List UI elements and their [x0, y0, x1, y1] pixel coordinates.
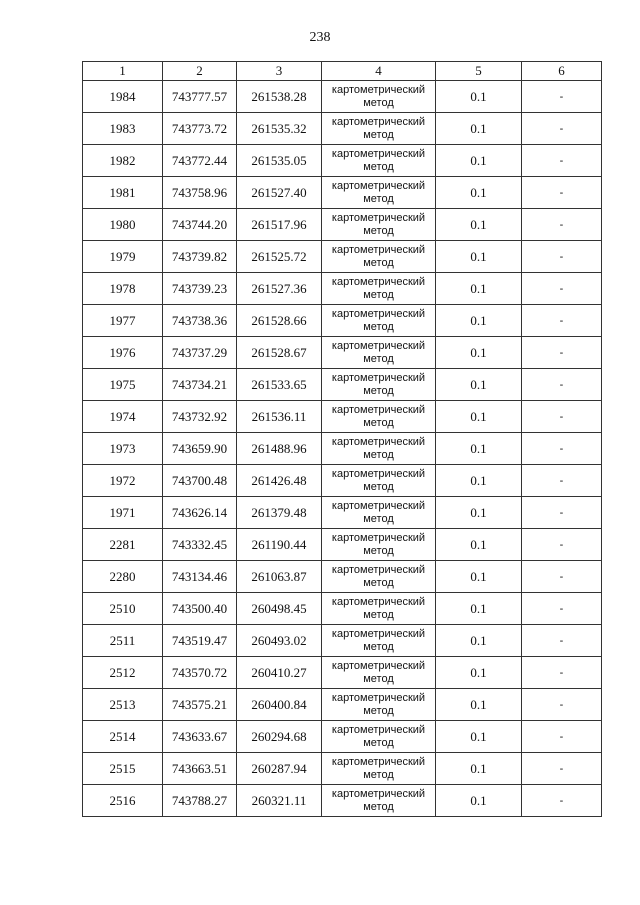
y-coordinate-cell: 260294.68: [237, 721, 322, 753]
error-cell: 0.1: [436, 113, 522, 145]
point-number-cell: 2511: [83, 625, 163, 657]
point-number-cell: 2510: [83, 593, 163, 625]
y-coordinate-cell: 260400.84: [237, 689, 322, 721]
column-header: 4: [322, 62, 436, 81]
note-cell: -: [522, 721, 602, 753]
table-row: [83, 753, 602, 785]
note-cell: -: [522, 305, 602, 337]
method-cell: картометрический метод: [322, 113, 436, 145]
method-cell: картометрический метод: [322, 593, 436, 625]
error-cell: 0.1: [436, 625, 522, 657]
coordinates-table: [82, 61, 602, 817]
x-coordinate-cell: 743575.21: [163, 689, 237, 721]
table-row: [83, 497, 602, 529]
x-coordinate-cell: 743744.20: [163, 209, 237, 241]
column-header: 1: [83, 62, 163, 81]
note-cell: -: [522, 81, 602, 113]
x-coordinate-cell: 743134.46: [163, 561, 237, 593]
y-coordinate-cell: 260321.11: [237, 785, 322, 817]
note-cell: -: [522, 753, 602, 785]
note-cell: -: [522, 433, 602, 465]
table-row: [83, 593, 602, 625]
x-coordinate-cell: 743732.92: [163, 401, 237, 433]
y-coordinate-cell: 260493.02: [237, 625, 322, 657]
point-number-cell: 1981: [83, 177, 163, 209]
point-number-cell: 2514: [83, 721, 163, 753]
method-cell: картометрический метод: [322, 561, 436, 593]
note-cell: -: [522, 497, 602, 529]
x-coordinate-cell: 743570.72: [163, 657, 237, 689]
error-cell: 0.1: [436, 81, 522, 113]
error-cell: 0.1: [436, 177, 522, 209]
y-coordinate-cell: 261525.72: [237, 241, 322, 273]
table-row: [83, 465, 602, 497]
error-cell: 0.1: [436, 465, 522, 497]
note-cell: -: [522, 785, 602, 817]
point-number-cell: 1975: [83, 369, 163, 401]
x-coordinate-cell: 743777.57: [163, 81, 237, 113]
note-cell: -: [522, 113, 602, 145]
x-coordinate-cell: 743758.96: [163, 177, 237, 209]
note-cell: -: [522, 401, 602, 433]
method-cell: картометрический метод: [322, 753, 436, 785]
note-cell: -: [522, 529, 602, 561]
point-number-cell: 2513: [83, 689, 163, 721]
x-coordinate-cell: 743739.82: [163, 241, 237, 273]
table-row: [83, 369, 602, 401]
method-cell: картометрический метод: [322, 721, 436, 753]
point-number-cell: 2280: [83, 561, 163, 593]
error-cell: 0.1: [436, 305, 522, 337]
error-cell: 0.1: [436, 561, 522, 593]
method-cell: картометрический метод: [322, 305, 436, 337]
point-number-cell: 1984: [83, 81, 163, 113]
table-row: [83, 305, 602, 337]
note-cell: -: [522, 337, 602, 369]
method-cell: картометрический метод: [322, 433, 436, 465]
method-cell: картометрический метод: [322, 337, 436, 369]
x-coordinate-cell: 743738.36: [163, 305, 237, 337]
note-cell: -: [522, 177, 602, 209]
point-number-cell: 1972: [83, 465, 163, 497]
y-coordinate-cell: 261528.67: [237, 337, 322, 369]
method-cell: картометрический метод: [322, 401, 436, 433]
method-cell: картометрический метод: [322, 785, 436, 817]
column-header: 5: [436, 62, 522, 81]
table-row: [83, 657, 602, 689]
table-row: [83, 721, 602, 753]
point-number-cell: 1974: [83, 401, 163, 433]
table-row: [83, 401, 602, 433]
error-cell: 0.1: [436, 785, 522, 817]
note-cell: -: [522, 145, 602, 177]
error-cell: 0.1: [436, 529, 522, 561]
method-cell: картометрический метод: [322, 625, 436, 657]
error-cell: 0.1: [436, 145, 522, 177]
note-cell: -: [522, 241, 602, 273]
table-row: [83, 145, 602, 177]
x-coordinate-cell: 743663.51: [163, 753, 237, 785]
table-row: [83, 113, 602, 145]
y-coordinate-cell: 261190.44: [237, 529, 322, 561]
x-coordinate-cell: 743700.48: [163, 465, 237, 497]
method-cell: картометрический метод: [322, 529, 436, 561]
error-cell: 0.1: [436, 401, 522, 433]
note-cell: -: [522, 209, 602, 241]
error-cell: 0.1: [436, 241, 522, 273]
x-coordinate-cell: 743788.27: [163, 785, 237, 817]
table-row: [83, 433, 602, 465]
y-coordinate-cell: 261527.40: [237, 177, 322, 209]
y-coordinate-cell: 261528.66: [237, 305, 322, 337]
point-number-cell: 1976: [83, 337, 163, 369]
y-coordinate-cell: 261538.28: [237, 81, 322, 113]
point-number-cell: 2515: [83, 753, 163, 785]
x-coordinate-cell: 743737.29: [163, 337, 237, 369]
x-coordinate-cell: 743772.44: [163, 145, 237, 177]
x-coordinate-cell: 743739.23: [163, 273, 237, 305]
error-cell: 0.1: [436, 593, 522, 625]
error-cell: 0.1: [436, 209, 522, 241]
point-number-cell: 1977: [83, 305, 163, 337]
table-row: [83, 177, 602, 209]
note-cell: -: [522, 273, 602, 305]
note-cell: -: [522, 369, 602, 401]
column-header: 6: [522, 62, 602, 81]
point-number-cell: 1980: [83, 209, 163, 241]
method-cell: картометрический метод: [322, 81, 436, 113]
point-number-cell: 2281: [83, 529, 163, 561]
y-coordinate-cell: 261488.96: [237, 433, 322, 465]
x-coordinate-cell: 743626.14: [163, 497, 237, 529]
table-row: [83, 785, 602, 817]
table-row: [83, 273, 602, 305]
x-coordinate-cell: 743500.40: [163, 593, 237, 625]
method-cell: картометрический метод: [322, 689, 436, 721]
note-cell: -: [522, 657, 602, 689]
y-coordinate-cell: 261535.05: [237, 145, 322, 177]
table-row: [83, 241, 602, 273]
method-cell: картометрический метод: [322, 497, 436, 529]
point-number-cell: 1979: [83, 241, 163, 273]
page-number: 238: [309, 30, 331, 45]
y-coordinate-cell: 261527.36: [237, 273, 322, 305]
point-number-cell: 2516: [83, 785, 163, 817]
error-cell: 0.1: [436, 497, 522, 529]
method-cell: картометрический метод: [322, 465, 436, 497]
point-number-cell: 1971: [83, 497, 163, 529]
error-cell: 0.1: [436, 721, 522, 753]
table-row: [83, 337, 602, 369]
table-row: [83, 561, 602, 593]
point-number-cell: 1973: [83, 433, 163, 465]
x-coordinate-cell: 743659.90: [163, 433, 237, 465]
y-coordinate-cell: 260498.45: [237, 593, 322, 625]
error-cell: 0.1: [436, 369, 522, 401]
error-cell: 0.1: [436, 337, 522, 369]
method-cell: картометрический метод: [322, 241, 436, 273]
y-coordinate-cell: 261063.87: [237, 561, 322, 593]
y-coordinate-cell: 260410.27: [237, 657, 322, 689]
method-cell: картометрический метод: [322, 657, 436, 689]
x-coordinate-cell: 743773.72: [163, 113, 237, 145]
note-cell: -: [522, 689, 602, 721]
point-number-cell: 1983: [83, 113, 163, 145]
error-cell: 0.1: [436, 433, 522, 465]
point-number-cell: 1982: [83, 145, 163, 177]
x-coordinate-cell: 743633.67: [163, 721, 237, 753]
method-cell: картометрический метод: [322, 177, 436, 209]
column-header: 2: [163, 62, 237, 81]
x-coordinate-cell: 743332.45: [163, 529, 237, 561]
x-coordinate-cell: 743519.47: [163, 625, 237, 657]
table-row: [83, 625, 602, 657]
point-number-cell: 1978: [83, 273, 163, 305]
y-coordinate-cell: 261426.48: [237, 465, 322, 497]
note-cell: -: [522, 593, 602, 625]
y-coordinate-cell: 261533.65: [237, 369, 322, 401]
note-cell: -: [522, 561, 602, 593]
table-row: [83, 209, 602, 241]
error-cell: 0.1: [436, 753, 522, 785]
note-cell: -: [522, 465, 602, 497]
method-cell: картометрический метод: [322, 369, 436, 401]
error-cell: 0.1: [436, 273, 522, 305]
error-cell: 0.1: [436, 689, 522, 721]
method-cell: картометрический метод: [322, 273, 436, 305]
method-cell: картометрический метод: [322, 209, 436, 241]
method-cell: картометрический метод: [322, 145, 436, 177]
y-coordinate-cell: 261536.11: [237, 401, 322, 433]
y-coordinate-cell: 261379.48: [237, 497, 322, 529]
y-coordinate-cell: 261535.32: [237, 113, 322, 145]
table-header-row: [83, 62, 602, 81]
table-row: [83, 529, 602, 561]
error-cell: 0.1: [436, 657, 522, 689]
note-cell: -: [522, 625, 602, 657]
table-row: [83, 81, 602, 113]
y-coordinate-cell: 260287.94: [237, 753, 322, 785]
column-header: 3: [237, 62, 322, 81]
point-number-cell: 2512: [83, 657, 163, 689]
table-row: [83, 689, 602, 721]
y-coordinate-cell: 261517.96: [237, 209, 322, 241]
x-coordinate-cell: 743734.21: [163, 369, 237, 401]
